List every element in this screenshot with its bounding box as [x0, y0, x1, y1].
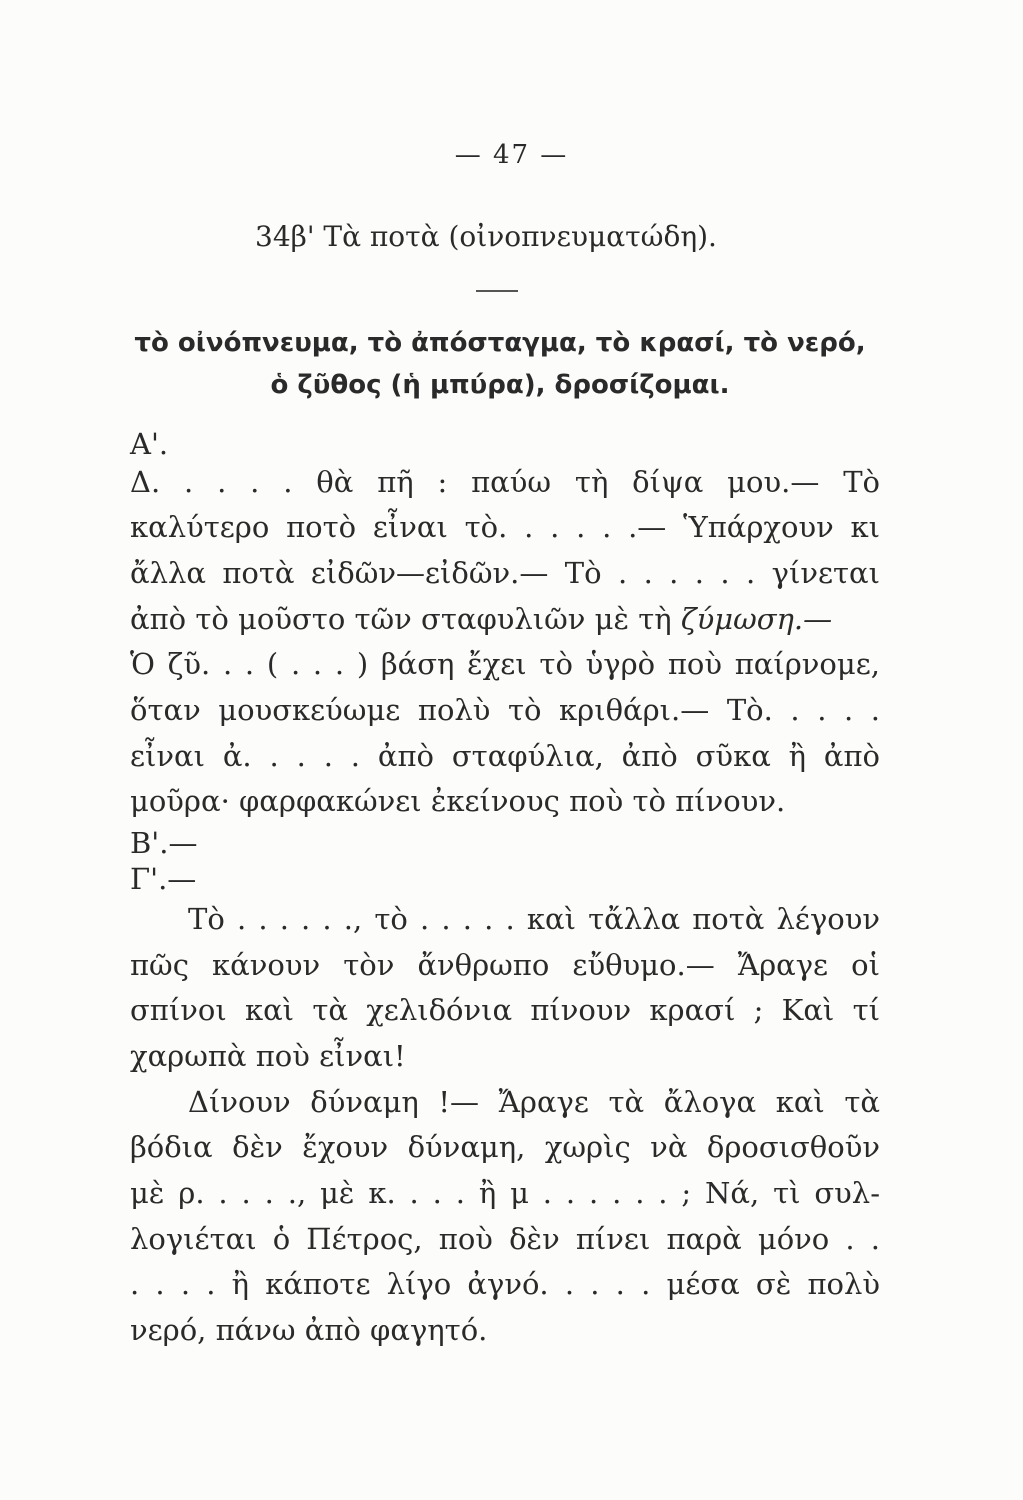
- text-segment: ἀπὸ τὸ μοῦστο τῶν σταφυλιῶν μὲ τὴ: [130, 602, 672, 636]
- text-line: εἶναι ἀ. . . . . ἀπὸ σταφύλια, ἀπὸ σῦκα ἢ ἀπὸ: [130, 739, 880, 773]
- section-label-b: Β'.—: [130, 826, 198, 860]
- vocabulary-line: τὸ οἰνόπνευμα, τὸ ἀπόσταγμα, τὸ κρασί, τὸ νερό,: [134, 328, 866, 358]
- text-line: . . . . ἢ κάποτε λίγο ἀγνό. . . . . μέσα σὲ πολὺ: [130, 1267, 880, 1301]
- text-line: Δίνουν δύναμη !— Ἄραγε τὰ ἄλογα καὶ τὰ: [188, 1085, 880, 1119]
- italic-term: ζύμωση.—: [680, 602, 833, 636]
- text-line: σπίνοι καὶ τὰ χελιδόνια πίνουν κρασί ; Καὶ τί: [130, 993, 880, 1027]
- text-line: Ὁ ζῦ. . . ( . . . ) βάση ἔχει τὸ ὑγρὸ ποὺ παίρνομε,: [130, 647, 880, 681]
- text-line: λογιέται ὁ Πέτρος, ποὺ δὲν πίνει παρὰ μόνο . .: [130, 1222, 880, 1256]
- text-line: βόδια δὲν ἔχουν δύναμη, χωρὶς νὰ δροσισθοῦν: [130, 1130, 880, 1164]
- text-line: Τὸ . . . . . ., τὸ . . . . . καὶ τἄλλα ποτὰ λέγουν: [188, 902, 880, 936]
- text-line: ἄλλα ποτὰ εἰδῶν—εἰδῶν.— Τὸ . . . . . . γίνεται: [130, 556, 880, 590]
- section-label-c: Γ'.—: [130, 862, 197, 896]
- text-line: μοῦρα· φαρφακώνει ἐκείνους ποὺ τὸ πίνουν.: [130, 784, 786, 818]
- text-line: καλύτερο ποτὸ εἶναι τὸ. . . . . .— Ὑπάρχουν κι: [130, 510, 880, 544]
- text-line: μὲ ρ. . . . ., μὲ κ. . . . ἢ μ . . . . . . ; Νά, τὶ συλ-: [130, 1176, 880, 1210]
- section-label-a: Α'.: [130, 427, 169, 461]
- heading-divider: [476, 290, 518, 292]
- vocabulary-line: ὁ ζῦθος (ἡ μπύρα), δροσίζομαι.: [270, 370, 730, 400]
- text-line: νερό, πάνω ἀπὸ φαγητό.: [130, 1313, 488, 1347]
- text-line: χαρωπὰ ποὺ εἶναι!: [130, 1039, 406, 1073]
- text-line: Δ. . . . . θὰ πῆ : παύω τὴ δίψα μου.— Τὸ: [130, 465, 880, 499]
- text-line: πῶς κάνουν τὸν ἄνθρωπο εὔθυμο.— Ἄραγε οἱ: [130, 948, 880, 982]
- text-line: ὅταν μουσκεύωμε πολὺ τὸ κριθάρι.— Τὸ. . . . .: [130, 693, 880, 727]
- text-line: [130, 599, 880, 639]
- page-number: — 47 —: [454, 140, 569, 170]
- section-heading: 34β' Τὰ ποτὰ (οἰνοπνευματώδη).: [255, 220, 717, 253]
